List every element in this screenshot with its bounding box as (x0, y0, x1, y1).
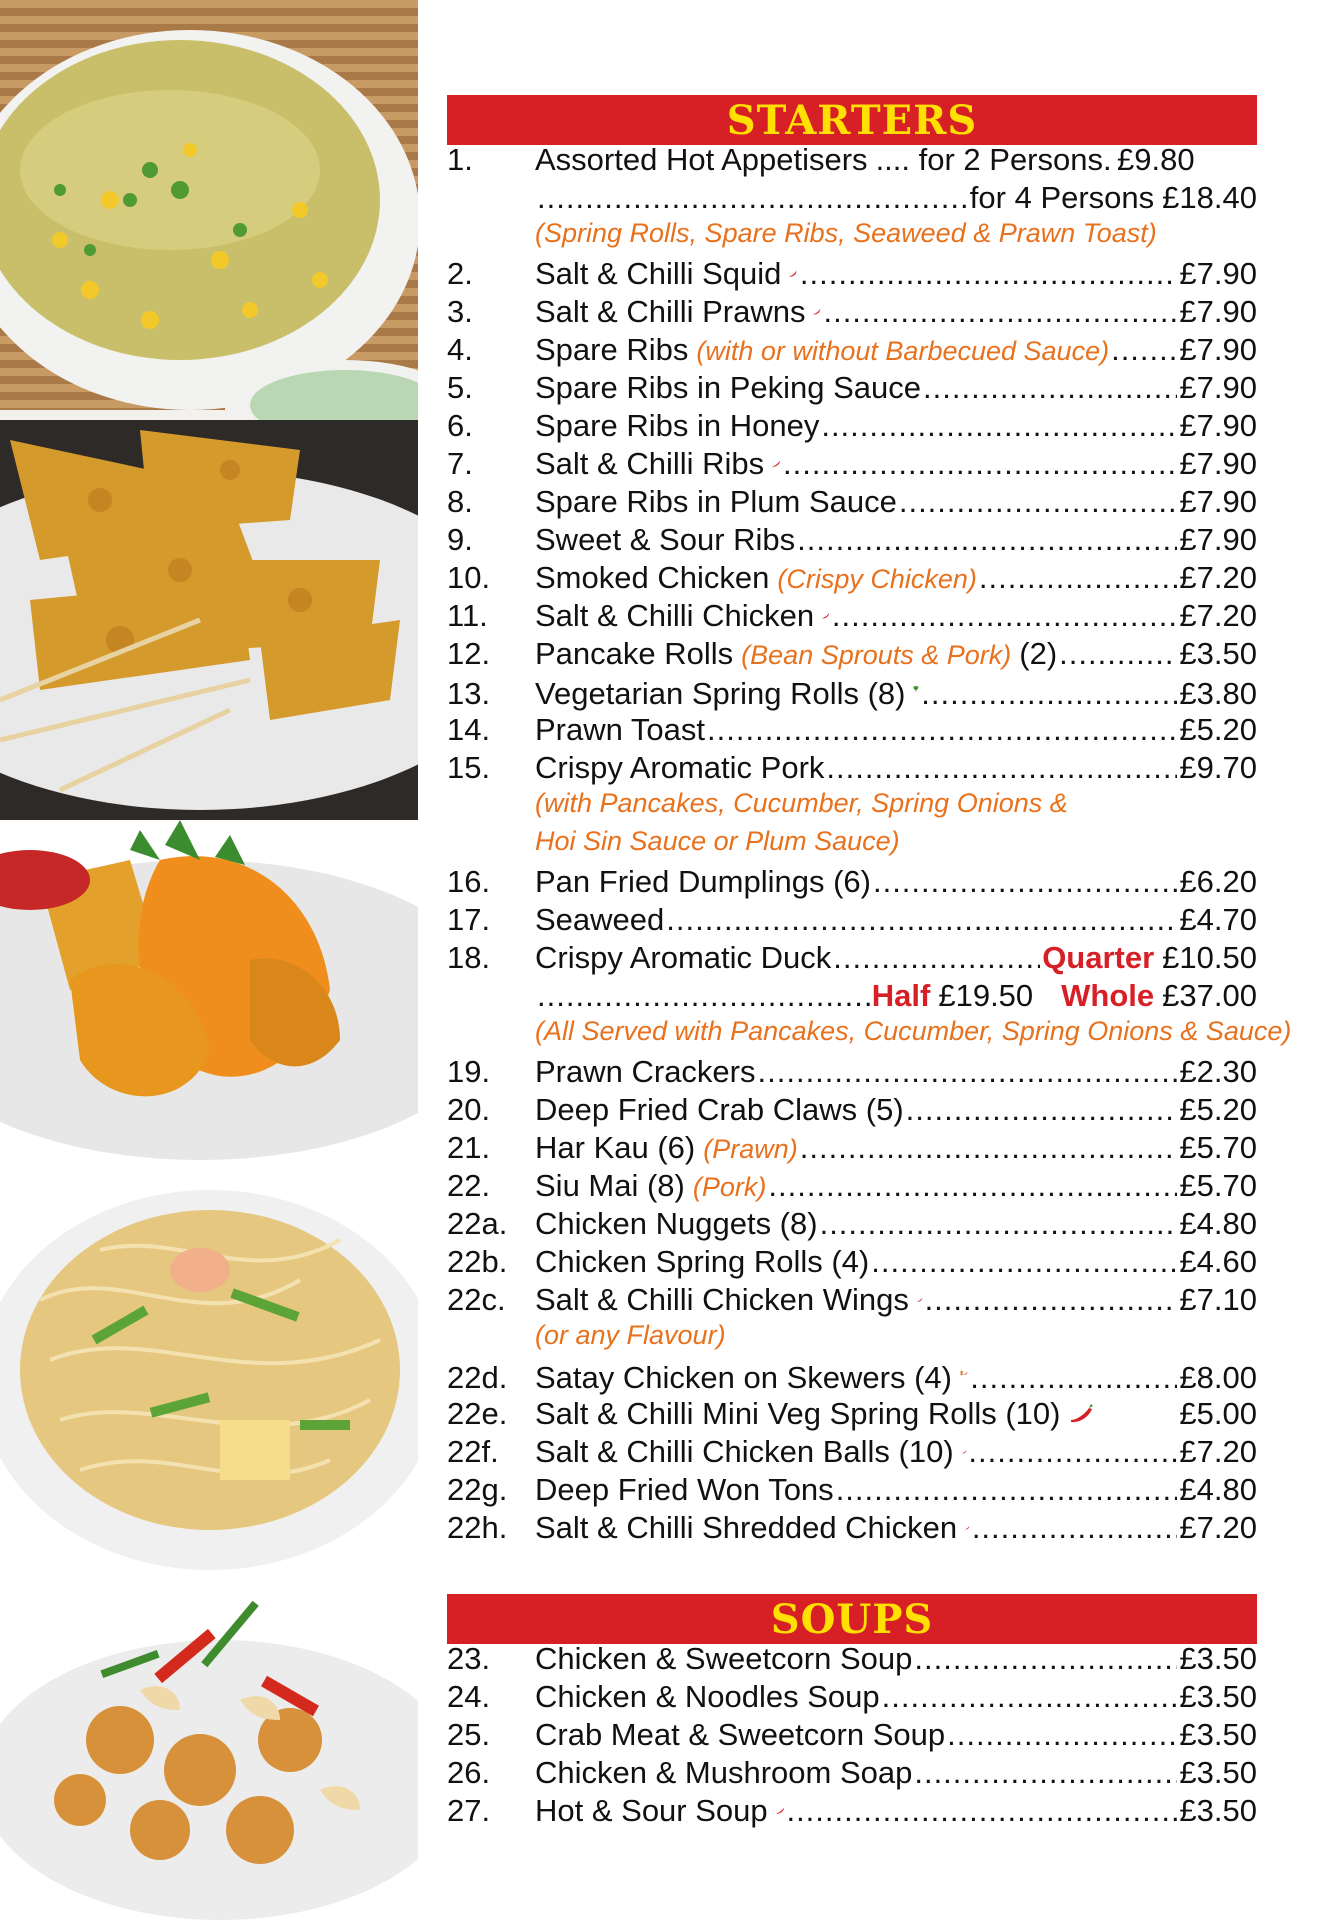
starters-title: STARTERS (726, 96, 978, 144)
item-price: £9.80 (1117, 142, 1195, 177)
chilli-icon (772, 454, 781, 474)
menu-item: 22d. Satay Chicken on Skewers (4) ..... £8.00 (447, 1358, 1257, 1396)
chilli-icon (965, 1518, 970, 1538)
item-note: (with Pancakes, Cucumber, Spring Onions & (535, 788, 1068, 818)
photo-sweetcorn-soup (0, 0, 418, 460)
chilli-icon (822, 606, 830, 626)
item-note: (All Served with Pancakes, Cucumber, Spring Onions & Sauce) (535, 1016, 1292, 1046)
starters-list (447, 142, 1292, 1548)
chilli-icon (1069, 1404, 1095, 1424)
menu-item: 16. Pan Fried Dumplings (6) ..... £6.20 (447, 864, 1257, 902)
portion-half-label: Half (871, 978, 931, 1013)
menu-item: 25. Crab Meat & Sweetcorn Soup ..... £3.50 (447, 1717, 1257, 1755)
menu-item: 18. Crispy Aromatic Duck ..... Quarter £10.50 (447, 940, 1257, 978)
menu-item: 7. Salt & Chilli Ribs ..... £7.90 (447, 446, 1257, 484)
menu-item: 22e. Salt & Chilli Mini Veg Spring Rolls (10) £5.00 (447, 1396, 1257, 1431)
menu-item: 17. Seaweed ..... £4.70 (447, 902, 1257, 940)
portion-quarter-label: Quarter (1042, 940, 1155, 975)
menu-item: 6. Spare Ribs in Honey ..... £7.90 (447, 408, 1257, 446)
menu-item: 22f. Salt & Chilli Chicken Balls (10) ..... £7.20 (447, 1434, 1257, 1472)
chilli-icon (776, 1801, 785, 1821)
portion-whole-label: Whole (1061, 978, 1155, 1013)
menu-item: 23. Chicken & Sweetcorn Soup ..... £3.50 (447, 1641, 1257, 1679)
item-portion: .... for 2 Persons (875, 142, 1103, 177)
item-name: Assorted Hot Appetisers (535, 142, 868, 177)
chilli-icon (813, 302, 821, 322)
photo-stir-fry-noodles (0, 1180, 418, 1590)
menu-item: 13. Vegetarian Spring Rolls (8) ..... £3.80 (447, 674, 1257, 712)
peanut-chilli-icon (960, 1358, 968, 1388)
chilli-icon (789, 264, 798, 284)
menu-item: 27. Hot & Sour Soup ..... £3.50 (447, 1793, 1257, 1831)
menu-item: 24. Chicken & Noodles Soup ..... £3.50 (447, 1679, 1257, 1717)
chilli-icon (962, 1442, 967, 1462)
menu-item: 12. Pancake Rolls (Bean Sprouts & Pork) (2) ..... £3.50 (447, 636, 1257, 674)
vegetarian-icon (913, 674, 919, 704)
soups-header (447, 1594, 1257, 1644)
menu-item: 4. Spare Ribs (with or without Barbecued Sauce) ..... £7.90 (447, 332, 1257, 370)
item-description: (Bean Sprouts & Pork) (741, 640, 1012, 670)
item-portion: for 4 Persons (969, 180, 1155, 215)
menu-item: 22h. Salt & Chilli Shredded Chicken ..... £7.20 (447, 1510, 1257, 1548)
menu-item: 8. Spare Ribs in Plum Sauce ..... £7.90 (447, 484, 1257, 522)
item-description: (Crispy Chicken) (777, 564, 977, 594)
menu-item: 3. Salt & Chilli Prawns ..... £7.90 (447, 294, 1257, 332)
menu-item-continuation: ..... Half £19.50 Whole £37.00 (447, 978, 1257, 1016)
menu-item: 5. Spare Ribs in Peking Sauce ..... £7.90 (447, 370, 1257, 408)
item-note: (or any Flavour) (535, 1320, 726, 1350)
menu-item: 22a. Chicken Nuggets (8) ..... £4.80 (447, 1206, 1257, 1244)
menu-item: 26. Chicken & Mushroom Soap ..... £3.50 (447, 1755, 1257, 1793)
item-description: (Pork) (692, 1172, 767, 1202)
food-photo-strip (0, 0, 418, 1920)
menu-item: 22g. Deep Fried Won Tons ..... £4.80 (447, 1472, 1257, 1510)
food-photos-illustration (0, 0, 418, 1920)
menu-item: 22. Siu Mai (8) (Pork) ..... £5.70 (447, 1168, 1257, 1206)
soups-list (447, 1641, 1257, 1831)
menu-item: 9. Sweet & Sour Ribs ..... £7.90 (447, 522, 1257, 560)
item-note: Hoi Sin Sauce or Plum Sauce) (535, 826, 900, 856)
soups-title: SOUPS (770, 1595, 934, 1643)
menu-item: 2. Salt & Chilli Squid ..... £7.90 (447, 256, 1257, 294)
menu-item: 21. Har Kau (6) (Prawn) ..... £5.70 (447, 1130, 1257, 1168)
photo-cashew-chicken (0, 1590, 418, 1920)
menu-item: 20. Deep Fried Crab Claws (5) ..... £5.20 (447, 1092, 1257, 1130)
menu-item: 22b. Chicken Spring Rolls (4) ..... £4.60 (447, 1244, 1257, 1282)
menu-item-continuation (447, 180, 1257, 218)
photo-chicken-satay (0, 420, 418, 820)
starters-header (447, 95, 1257, 145)
photo-fried-wontons (0, 820, 418, 1180)
menu-item: 10. Smoked Chicken (Crispy Chicken) ..... £7.20 (447, 560, 1257, 598)
item-price: £18.40 (1162, 180, 1257, 215)
chilli-icon (917, 1290, 923, 1310)
menu-item: 22c. Salt & Chilli Chicken Wings ..... £7.10 (447, 1282, 1257, 1320)
menu-item: 19. Prawn Crackers ..... £2.30 (447, 1054, 1257, 1092)
item-quantity: (2) (1019, 636, 1058, 671)
item-description: (Prawn) (703, 1134, 798, 1164)
item-number: 1. (447, 142, 473, 177)
item-description: (with or without Barbecued Sauce) (696, 336, 1110, 366)
menu-item: 15. Crispy Aromatic Pork ..... £9.70 (447, 750, 1257, 788)
menu-item: 14. Prawn Toast ..... £5.20 (447, 712, 1257, 750)
item-note: (Spring Rolls, Spare Ribs, Seaweed & Prawn Toast) (535, 218, 1157, 248)
menu-content (447, 95, 1292, 1831)
menu-item (447, 142, 1257, 180)
menu-item: 11. Salt & Chilli Chicken ..... £7.20 (447, 598, 1257, 636)
